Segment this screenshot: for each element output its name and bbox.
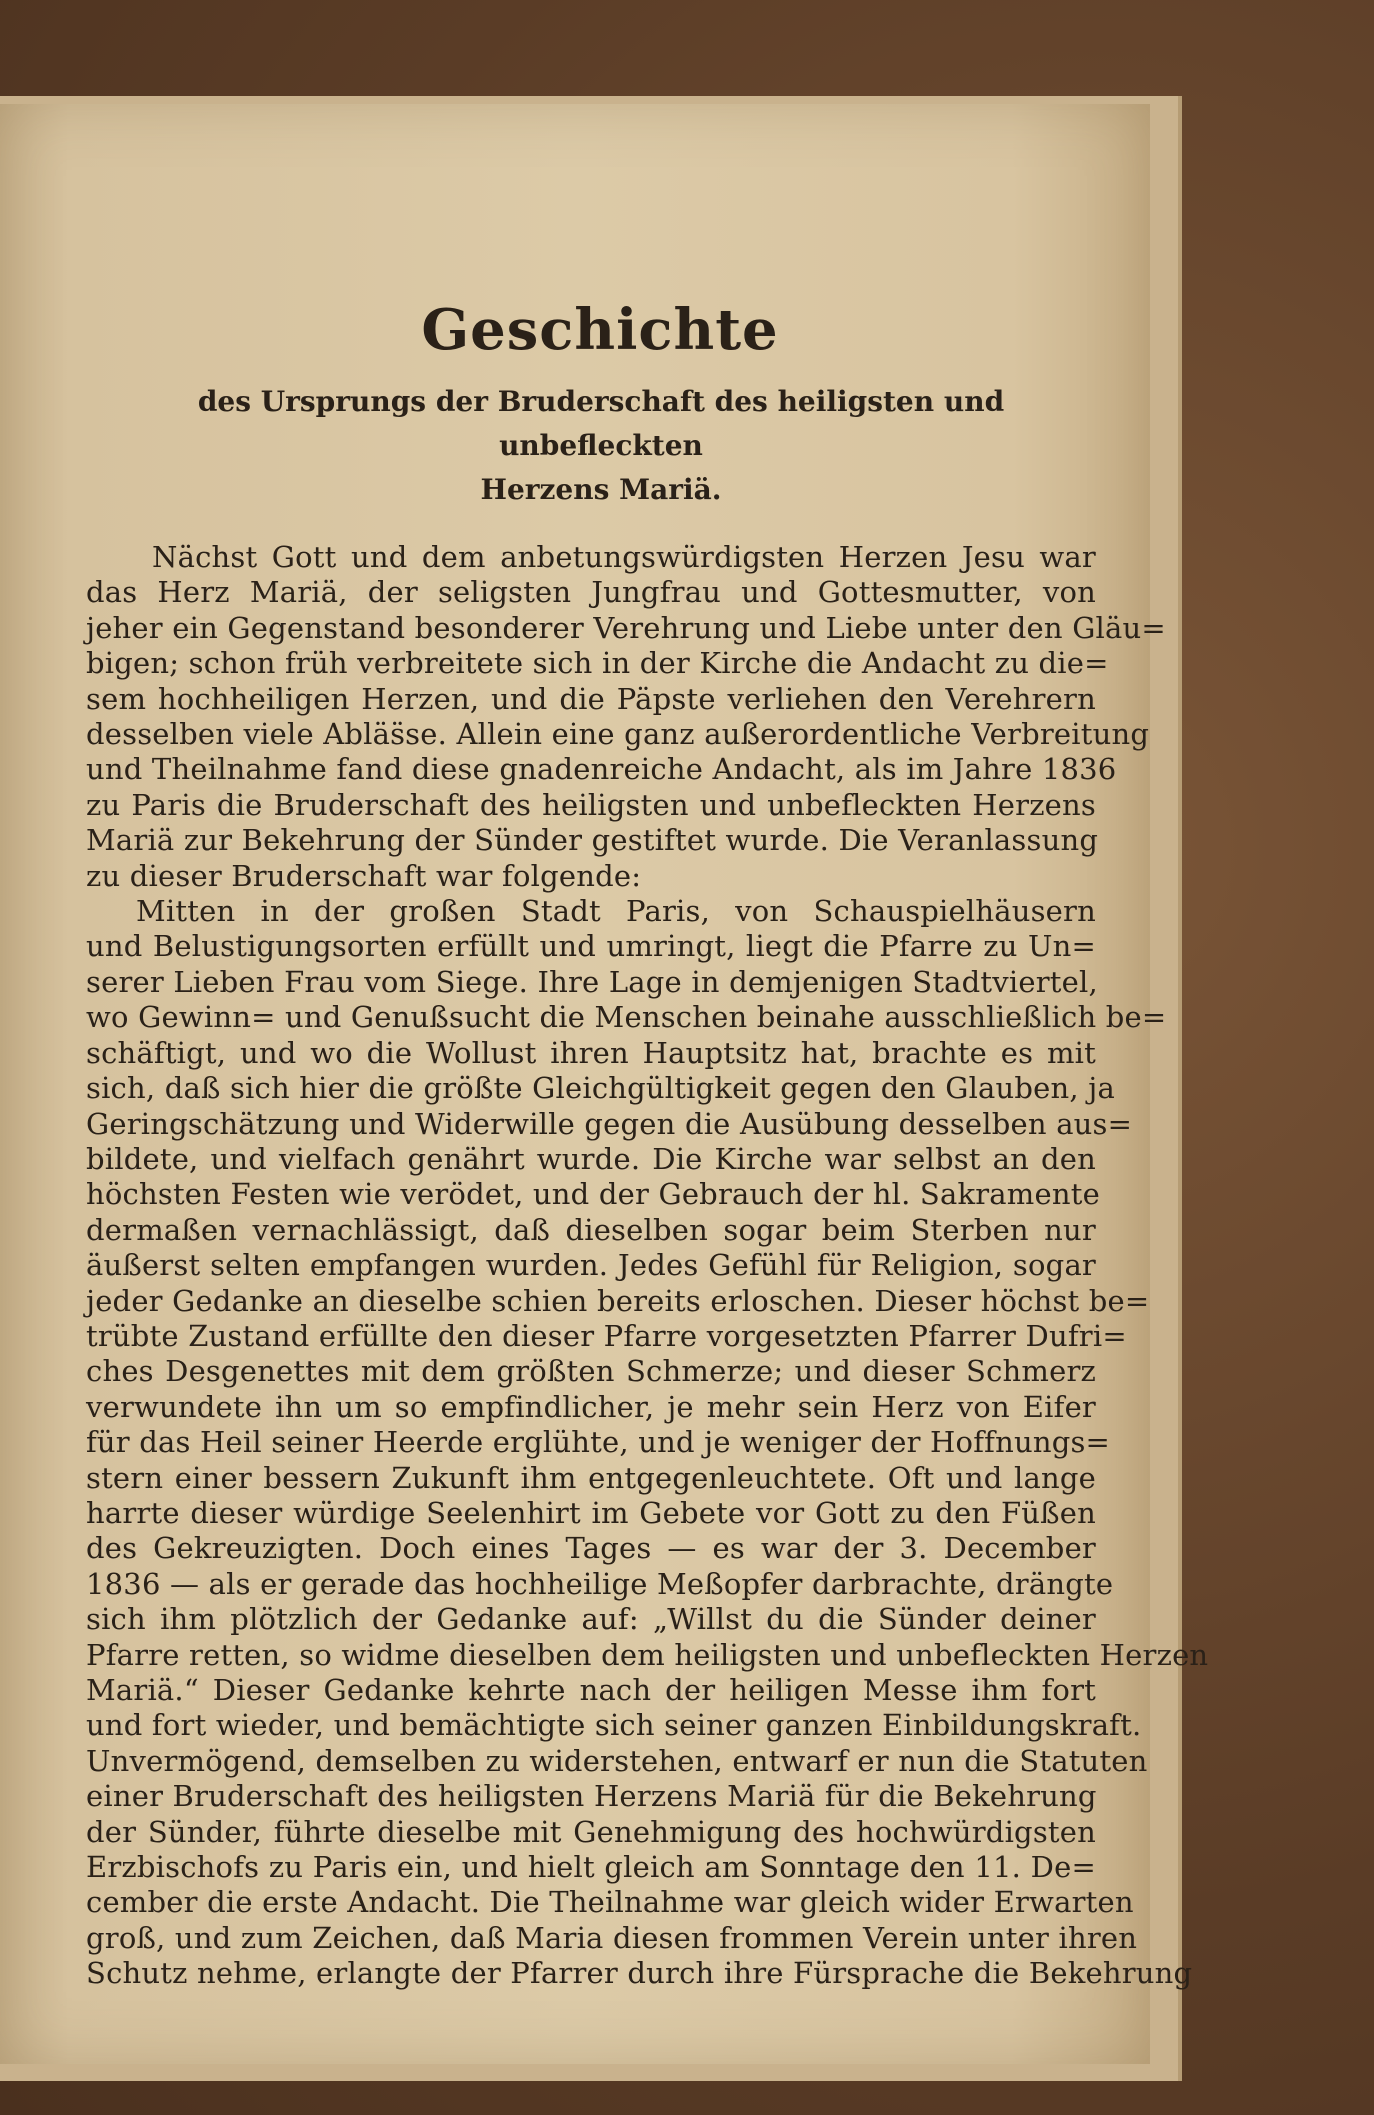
text-line: bigen; schon früh verbreitete sich in der Kirche die Andacht zu die= xyxy=(86,646,1109,681)
text-line: schäftigt, und wo die Wollust ihren Hauptsitz hat, brachte es mit xyxy=(86,1035,1096,1070)
text-line: Mitten in der großen Stadt Paris, von Schauspielhäusern xyxy=(136,894,1096,929)
text-line: jeder Gedanke an dieselbe schien bereits erloschen. Dieser höchst be= xyxy=(86,1283,1150,1318)
page-subtitle xyxy=(86,380,1096,512)
text-line: und Theilnahme fand diese gnadenreiche Andacht, als im Jahre 1836 xyxy=(86,752,1117,787)
body-text xyxy=(86,540,1209,1992)
text-line: Mariä zur Bekehrung der Sünder gestiftet wurde. Die Veranlassung xyxy=(86,823,1099,858)
text-line: der Sünder, führte dieselbe mit Genehmigung des hochwürdigsten xyxy=(86,1814,1096,1849)
text-line: für das Heil seiner Heerde erglühte, und je weniger der Hoffnungs= xyxy=(86,1425,1111,1460)
text-line: bildete, und vielfach genährt wurde. Die Kirche war selbst an den xyxy=(86,1141,1096,1176)
page-title: Geschichte xyxy=(421,297,779,363)
text-line: serer Lieben Frau vom Siege. Ihre Lage in demjenigen Stadtviertel, xyxy=(86,964,1098,999)
text-line: höchsten Festen wie verödet, und der Gebrauch der hl. Sakramente xyxy=(86,1177,1100,1212)
subtitle-line-1: des Ursprungs der Bruderschaft des heiligsten und unbefleckten xyxy=(197,385,1005,462)
text-line: harrte dieser würdige Seelenhirt im Gebete vor Gott zu den Füßen xyxy=(86,1495,1096,1530)
page-text xyxy=(86,297,1209,1992)
text-line: sich, daß sich hier die größte Gleichgültigkeit gegen den Glauben, ja xyxy=(86,1071,1115,1106)
text-line: dermaßen vernachlässigt, daß dieselben sogar beim Sterben nur xyxy=(86,1212,1096,1247)
text-line: einer Bruderschaft des heiligsten Herzens Mariä für die Bekehrung xyxy=(86,1779,1097,1814)
text-line: trübte Zustand erfüllte den dieser Pfarre vorgesetzten Pfarrer Dufri= xyxy=(86,1318,1127,1353)
text-line: zu dieser Bruderschaft war folgende: xyxy=(86,858,642,893)
text-line: desselben viele Abläs̈se. Allein eine ganz außerordentliche Verbreitung xyxy=(86,717,1150,752)
text-line: des Gekreuzigten. Doch eines Tages — es war der 3. December xyxy=(86,1531,1096,1566)
text-line: zu Paris die Bruderschaft des heiligsten und unbefleckten Herzens xyxy=(86,787,1096,822)
text-line: und Belustigungsorten erfüllt und umringt, liegt die Pfarre zu Un= xyxy=(86,929,1096,964)
text-line: cember die erste Andacht. Die Theilnahme war gleich wider Erwarten xyxy=(86,1885,1134,1920)
text-line: Mariä.“ Dieser Gedanke kehrte nach der heiligen Messe ihm fort xyxy=(86,1673,1096,1707)
text-line: sich ihm plötzlich der Gedanke auf: „Willst du die Sünder deiner xyxy=(86,1602,1096,1637)
text-line: verwundete ihn um so empfindlicher, je mehr sein Herz von Eifer xyxy=(86,1389,1096,1424)
text-line: groß, und zum Zeichen, daß Maria diesen frommen Verein unter ihren xyxy=(86,1920,1138,1955)
text-line: Schutz nehme, erlangte der Pfarrer durch ihre Fürsprache die Bekehrung xyxy=(86,1956,1193,1991)
text-line: Pfarre retten, so widme dieselben dem heiligsten und unbefleckten Herzen xyxy=(86,1637,1209,1672)
text-line: das Herz Mariä, der seligsten Jungfrau und Gottesmutter, von xyxy=(86,575,1096,610)
text-line: wo Gewinn= und Genußsucht die Menschen beinahe ausschließlich be= xyxy=(86,1000,1167,1035)
subtitle-line-2: Herzens Mariä. xyxy=(480,473,722,506)
text-line: ches Desgenettes mit dem größten Schmerze; und dieser Schmerz xyxy=(86,1354,1096,1389)
text-line: Nächst Gott und dem anbetungswürdigsten Herzen Jesu war xyxy=(152,540,1096,574)
text-line: Erzbischofs zu Paris ein, und hielt gleich am Sonntage den 11. De= xyxy=(86,1850,1096,1885)
text-line: und fort wieder, und bemächtigte sich seiner ganzen Einbildungskraft. xyxy=(86,1708,1142,1743)
text-line: Unvermögend, demselben zu widerstehen, entwarf er nun die Statuten xyxy=(86,1743,1148,1778)
text-line: Geringschätzung und Widerwille gegen die Ausübung desselben aus= xyxy=(86,1106,1133,1141)
text-line: stern einer bessern Zukunft ihm entgegenleuchtete. Oft und lange xyxy=(86,1460,1096,1495)
text-line: jeher ein Gegenstand besonderer Verehrung und Liebe unter den Gläu= xyxy=(86,610,1166,645)
text-line: sem hochheiligen Herzen, und die Päpste verliehen den Verehrern xyxy=(86,681,1096,716)
text-line: äußerst selten empfangen wurden. Jedes Gefühl für Religion, sogar xyxy=(86,1248,1096,1283)
text-line: 1836 — als er gerade das hochheilige Meßopfer darbrachte, drängte xyxy=(86,1566,1114,1601)
